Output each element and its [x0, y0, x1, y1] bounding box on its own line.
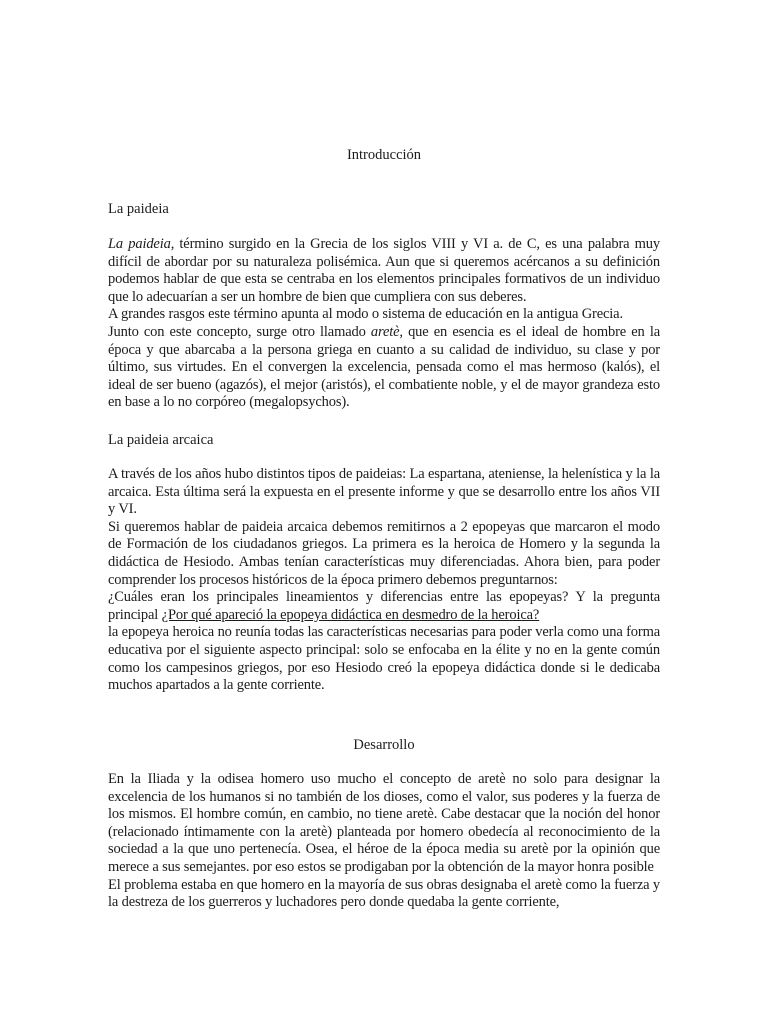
paideia-body	[108, 236, 660, 412]
arcaica-paragraph-2: Si queremos hablar de paideia arcaica debemos remitirnos a 2 epopeyas que marcaron el modo de Formación de los ciudadanos griegos. La primera es la heroica de Homero y la segunda la didáctica de Hesiodo. Ambas tenían características muy diferenciadas. Ahora bien, para poder comprender los procesos históricos de la época primero debemos preguntarnos:	[108, 518, 660, 588]
paideia-paragraph-1	[108, 236, 660, 306]
desarrollo-paragraph-1: En la Iliada y la odisea homero uso mucho el concepto de aretè no solo para designar la excelencia de los humanos si no también de los dioses, como el valor, sus poderes y la fuerza de los mismos. El hombre común, en cambio, no tiene aretè. Cabe destacar que la noción del honor (relacionado íntimamente con la aretè) planteada por homero obedecía al reconocimiento de la sociedad a la que uno pertenecía. Osea, el héroe de la época media su aretè por la opinión que merece a sus semejantes. por eso estos se prodigaban por la obtención de la mayor honra posible	[108, 771, 660, 875]
document-title: Introducción	[346, 147, 422, 163]
arcaica-paragraph-3	[108, 589, 660, 624]
section-heading-desarrollo: Desarrollo	[353, 737, 415, 753]
arcaica-paragraph-1: A través de los años hubo distintos tipos de paideias: La espartana, ateniense, la helenística y la la arcaica. Esta última será la expuesta en el presente informe y que se desarrollo entre los años VII y VI.	[108, 466, 660, 518]
arcaica-body	[108, 466, 660, 695]
section-heading-paideia: La paideia	[108, 201, 169, 217]
main-question: ¿Por qué apareció la epopeya didáctica en desmedro de la heroica?	[161, 606, 540, 623]
arcaica-paragraph-4: la epopeya heroica no reunía todas las características necesarias para poder verla como una forma educativa por el siguiente aspecto principal: solo se enfocaba en la élite y no en la gente común como los campesinos griegos, por eso Hesiodo creó la epopeya didáctica donde si le dedicaba muchos apartados a la gente corriente.	[108, 624, 660, 694]
paideia-paragraph-2: A grandes rasgos este término apunta al modo o sistema de educación en la antigua Grecia.	[108, 306, 623, 323]
desarrollo-paragraph-2: El problema estaba en que homero en la mayoría de sus obras designaba el aretè como la fuerza y la destreza de los guerreros y luchadores pero donde quedaba la gente corriente,	[108, 876, 660, 911]
paideia-paragraph-3-after: que en esencia es el ideal de hombre en la época y que abarcaba a la persona griega en cuanto a su calidad de individuo, su clase y por último, sus virtudes. En el convergen la excelencia, pensada como el mas hermoso (kalós), el ideal de ser bueno (agazós), el mejor (aristós), el combatiente noble, y el de mayor grandeza esto en base a lo no corpóreo (megalopsychos).	[108, 323, 660, 411]
paideia-paragraph-3	[108, 324, 660, 412]
section-heading-arcaica: La paideia arcaica	[108, 432, 214, 448]
desarrollo-body	[108, 771, 660, 912]
paideia-term: La paideia	[108, 236, 171, 252]
paideia-paragraph-1-text: , término surgido en la Grecia de los siglos VIII y VI a. de C, es una palabra muy difícil de abordar por su naturaleza polisémica. Aun que si queremos acércanos a su definición podemos hablar de que esta se centraba en los elementos principales formativos de un individuo que lo adecuarían a ser un hombre de bien que cumpliera con sus deberes.	[108, 236, 660, 305]
arete-term: aretè,	[370, 323, 403, 340]
paideia-paragraph-3-before: Junto con este concepto, surge otro llamado	[108, 323, 371, 340]
arcaica-paragraph-3-text: ¿Cuáles eran los principales lineamientos y diferencias entre las epopeyas? Y la pregunta principal	[108, 589, 660, 623]
